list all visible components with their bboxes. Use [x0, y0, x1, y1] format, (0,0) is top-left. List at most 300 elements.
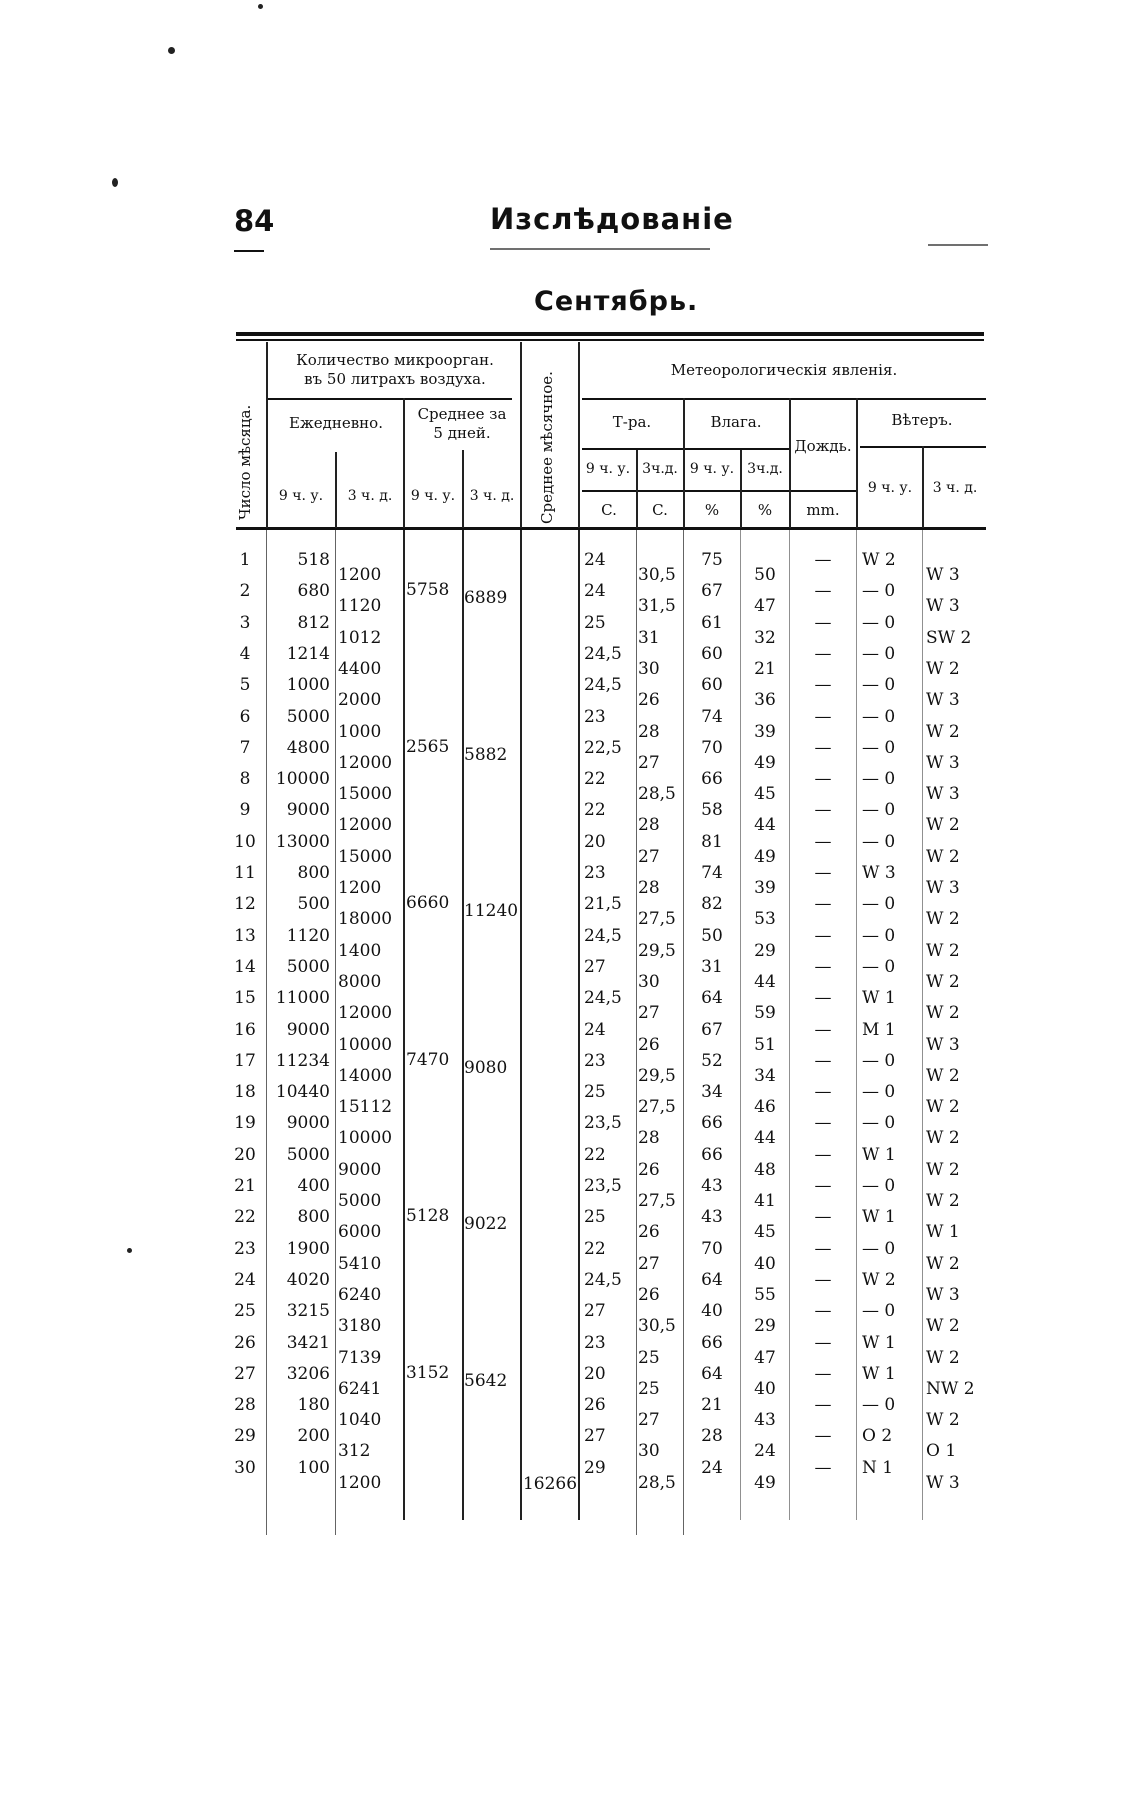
wind-3pm: W 3	[926, 565, 960, 585]
wind-9am: — 0	[862, 1113, 896, 1134]
humidity-9am: 64	[701, 1363, 723, 1384]
margin-speck	[112, 178, 118, 187]
header-rain: Дождь.	[794, 437, 852, 455]
microbes-9am: 1000	[286, 675, 330, 696]
rain-value: —	[814, 769, 832, 790]
humidity-9am: 66	[701, 769, 723, 790]
header-unit-temp-3pm: C.	[652, 501, 668, 519]
day-number: 14	[234, 956, 256, 977]
body-column-rule	[789, 530, 790, 1520]
rain-value: —	[814, 1207, 832, 1228]
rain-value: —	[814, 706, 832, 727]
microbes-3pm: 4400	[338, 658, 382, 679]
wind-9am: W 1	[862, 1332, 896, 1353]
day-number: 6	[239, 706, 251, 727]
day-number: 29	[234, 1426, 256, 1447]
margin-speck	[258, 4, 263, 9]
wind-3pm: W 2	[926, 846, 960, 867]
rain-value: —	[814, 800, 832, 821]
humidity-9am: 61	[701, 612, 723, 633]
temp-9am: 26	[584, 1395, 606, 1416]
temp-3pm: 27	[638, 846, 660, 867]
temp-3pm: 30	[638, 1441, 660, 1462]
humidity-3pm: 48	[754, 1159, 776, 1180]
day-number: 10	[234, 831, 256, 852]
temp-3pm: 29,5	[638, 1065, 676, 1086]
wind-9am: — 0	[862, 1176, 896, 1196]
day-number: 17	[234, 1050, 256, 1071]
microbes-9am: 4800	[286, 737, 330, 758]
microbes-3pm: 6000	[338, 1222, 382, 1243]
wind-9am: W 1	[862, 1207, 896, 1228]
temp-3pm: 30	[638, 658, 660, 679]
header-monthly-avg: Среднее мѣсячное.	[538, 371, 556, 524]
temp-9am: 20	[584, 1363, 606, 1384]
day-number: 24	[234, 1269, 256, 1290]
wind-3pm: W 2	[926, 971, 960, 992]
temp-3pm: 28	[638, 815, 660, 836]
wind-9am: N 1	[862, 1457, 894, 1478]
header-daily-3pm: 3 ч. д.	[347, 488, 393, 504]
header-temp-9am: 9 ч. у.	[585, 461, 631, 477]
microbes-9am: 11000	[275, 988, 330, 1009]
body-column-rule	[335, 530, 336, 1535]
header-rule	[582, 448, 789, 450]
microbes-9am: 10000	[275, 769, 330, 790]
humidity-3pm: 47	[754, 1347, 776, 1368]
temp-3pm: 27,5	[638, 1097, 676, 1118]
day-number: 18	[234, 1082, 256, 1103]
microbes-3pm: 9000	[338, 1159, 382, 1180]
temp-3pm: 26	[638, 1222, 660, 1243]
rain-value: —	[814, 831, 832, 852]
day-number: 27	[234, 1363, 256, 1384]
microbes-3pm: 1200	[338, 878, 382, 898]
temp-3pm: 27,5	[638, 1191, 676, 1211]
wind-9am: — 0	[862, 706, 896, 727]
wind-9am: W 2	[862, 550, 896, 570]
temp-3pm: 28	[638, 721, 660, 742]
temp-9am: 22	[584, 800, 606, 821]
header-wind: Вѣтеръ.	[891, 411, 953, 429]
day-number: 7	[239, 737, 251, 758]
wind-3pm: W 3	[926, 878, 960, 898]
wind-9am: — 0	[862, 581, 896, 602]
day-number: 26	[234, 1332, 256, 1353]
header-rule	[490, 248, 710, 250]
wind-9am: — 0	[862, 831, 896, 852]
humidity-9am: 75	[701, 550, 723, 570]
header-5day-3pm: 3 ч. д.	[469, 488, 515, 504]
page-number: 84	[234, 204, 275, 238]
header-daily: Ежедневно.	[289, 414, 383, 432]
header-rule	[582, 490, 789, 492]
humidity-3pm: 47	[754, 596, 776, 617]
rain-value: —	[814, 643, 832, 664]
humidity-9am: 81	[701, 831, 723, 852]
microbes-3pm: 12000	[338, 752, 393, 773]
header-unit-rain: mm.	[806, 501, 840, 519]
wind-3pm: O 1	[926, 1441, 957, 1462]
temp-9am: 23	[584, 1332, 606, 1353]
five-day-avg-9am: 7470	[406, 1049, 450, 1070]
header-rule	[268, 398, 512, 400]
table-top-rule	[236, 332, 984, 336]
wind-9am: W 3	[862, 863, 896, 883]
wind-3pm: W 2	[926, 1316, 960, 1337]
humidity-9am: 52	[701, 1050, 723, 1071]
body-column-rule	[683, 530, 684, 1535]
temp-3pm: 27	[638, 1253, 660, 1274]
microbes-3pm: 10000	[338, 1128, 393, 1149]
wind-3pm: W 3	[926, 1472, 960, 1493]
body-column-rule	[856, 530, 857, 1520]
temp-9am: 24,5	[584, 643, 622, 664]
humidity-9am: 67	[701, 581, 723, 602]
humidity-3pm: 51	[754, 1034, 776, 1055]
humidity-3pm: 34	[754, 1065, 776, 1086]
rain-value: —	[814, 1082, 832, 1103]
header-unit-temp-9am: C.	[601, 501, 617, 519]
five-day-avg-3pm: 5642	[464, 1370, 508, 1391]
day-number: 19	[234, 1113, 256, 1134]
header-meteorological: Метеорологическiя явленiя.	[670, 361, 898, 379]
body-column-rule	[636, 530, 637, 1535]
wind-9am: — 0	[862, 1395, 896, 1416]
wind-3pm: W 2	[926, 1128, 960, 1149]
day-number: 30	[234, 1457, 256, 1478]
microbes-9am: 13000	[275, 831, 330, 852]
running-head: Изслѣдованiе	[490, 202, 734, 236]
temp-9am: 22	[584, 1144, 606, 1165]
microbes-3pm: 12000	[338, 1003, 393, 1024]
wind-3pm: W 3	[926, 1284, 960, 1305]
five-day-avg-9am: 2565	[406, 736, 450, 757]
header-rule	[234, 250, 264, 252]
month-title: Сентябрь.	[534, 286, 699, 317]
wind-3pm: W 2	[926, 815, 960, 836]
microbes-3pm: 6240	[338, 1284, 382, 1305]
microbes-3pm: 15000	[338, 846, 393, 867]
wind-9am: — 0	[862, 769, 896, 790]
rain-value: —	[814, 550, 832, 570]
temp-3pm: 27	[638, 1410, 660, 1431]
wind-3pm: W 2	[926, 1159, 960, 1180]
rain-value: —	[814, 1113, 832, 1134]
wind-3pm: NW 2	[926, 1378, 975, 1399]
microbes-3pm: 14000	[338, 1065, 393, 1086]
temp-3pm: 30,5	[638, 1316, 676, 1337]
humidity-3pm: 43	[754, 1410, 776, 1431]
microbes-3pm: 1012	[338, 627, 382, 648]
humidity-3pm: 49	[754, 846, 776, 867]
wind-3pm: W 2	[926, 1097, 960, 1118]
rain-value: —	[814, 1363, 832, 1384]
microbes-3pm: 3180	[338, 1316, 382, 1337]
humidity-9am: 40	[701, 1301, 723, 1322]
temp-9am: 24	[584, 581, 606, 602]
temp-9am: 25	[584, 612, 606, 633]
microbes-9am: 1900	[286, 1238, 330, 1259]
body-column-rule	[266, 530, 267, 1535]
day-number: 11	[234, 863, 256, 883]
temp-9am: 22	[584, 769, 606, 790]
humidity-3pm: 40	[754, 1378, 776, 1399]
temp-9am: 22,5	[584, 737, 622, 758]
header-5day-avg-line2: 5 дней.	[433, 424, 491, 442]
day-number: 23	[234, 1238, 256, 1259]
humidity-9am: 28	[701, 1426, 723, 1447]
wind-3pm: W 2	[926, 1065, 960, 1086]
humidity-3pm: 21	[754, 658, 776, 679]
microbes-9am: 812	[297, 612, 330, 633]
rain-value: —	[814, 988, 832, 1009]
wind-3pm: W 3	[926, 690, 960, 711]
rain-value: —	[814, 1269, 832, 1290]
microbes-3pm: 6241	[338, 1378, 382, 1399]
temp-9am: 24,5	[584, 988, 622, 1009]
header-humidity: Влага.	[710, 413, 762, 431]
humidity-9am: 60	[701, 675, 723, 696]
body-column-rule	[578, 530, 580, 1520]
rain-value: —	[814, 581, 832, 602]
header-daily-9am: 9 ч. у.	[278, 488, 324, 504]
microbes-9am: 1214	[286, 643, 330, 664]
microbes-9am: 3206	[286, 1363, 330, 1384]
wind-3pm: W 2	[926, 1347, 960, 1368]
day-number: 9	[239, 800, 251, 821]
wind-9am: — 0	[862, 1301, 896, 1322]
temp-3pm: 31	[638, 627, 660, 648]
microbes-9am: 518	[297, 550, 330, 570]
rain-value: —	[814, 1457, 832, 1478]
temp-9am: 27	[584, 1301, 606, 1322]
rain-value: —	[814, 894, 832, 915]
humidity-3pm: 53	[754, 909, 776, 930]
rain-value: —	[814, 1144, 832, 1165]
wind-9am: — 0	[862, 612, 896, 633]
temp-9am: 23,5	[584, 1176, 622, 1196]
microbes-3pm: 7139	[338, 1347, 382, 1368]
header-humidity-9am: 9 ч. у.	[689, 461, 735, 477]
humidity-9am: 21	[701, 1395, 723, 1416]
wind-3pm: W 3	[926, 596, 960, 617]
temp-3pm: 27	[638, 752, 660, 773]
microbes-3pm: 1400	[338, 940, 382, 961]
temp-9am: 20	[584, 831, 606, 852]
five-day-avg-9am: 3152	[406, 1362, 450, 1383]
wind-3pm: W 1	[926, 1222, 960, 1243]
day-number: 8	[239, 769, 251, 790]
five-day-avg-9am: 6660	[406, 893, 450, 913]
day-number: 1	[239, 550, 251, 570]
temp-9am: 24	[584, 1019, 606, 1040]
microbes-3pm: 312	[338, 1441, 371, 1462]
day-number: 2	[239, 581, 251, 602]
humidity-9am: 58	[701, 800, 723, 821]
five-day-avg-9am: 5128	[406, 1206, 450, 1226]
humidity-3pm: 45	[754, 784, 776, 805]
body-column-rule	[740, 530, 741, 1520]
microbes-3pm: 8000	[338, 971, 382, 992]
day-number: 28	[234, 1395, 256, 1416]
microbes-3pm: 5000	[338, 1191, 382, 1211]
wind-9am: — 0	[862, 894, 896, 915]
header-temperature: Т-ра.	[612, 413, 652, 431]
rain-value: —	[814, 1301, 832, 1322]
rain-value: —	[814, 612, 832, 633]
microbes-9am: 9000	[286, 1019, 330, 1040]
temp-9am: 24,5	[584, 675, 622, 696]
microbes-3pm: 12000	[338, 815, 393, 836]
wind-9am: W 1	[862, 1144, 896, 1165]
header-bottom-rule	[236, 527, 986, 530]
temp-9am: 24	[584, 550, 606, 570]
microbes-9am: 100	[297, 1457, 330, 1478]
humidity-9am: 60	[701, 643, 723, 664]
temp-3pm: 28	[638, 1128, 660, 1149]
body-column-rule	[922, 530, 923, 1520]
microbes-9am: 10440	[275, 1082, 330, 1103]
header-rule	[582, 398, 986, 400]
wind-9am: — 0	[862, 1050, 896, 1071]
header-rule	[790, 490, 856, 492]
day-number: 20	[234, 1144, 256, 1165]
rain-value: —	[814, 1050, 832, 1071]
header-wind-9am: 9 ч. у.	[867, 480, 913, 496]
wind-9am: — 0	[862, 737, 896, 758]
body-column-rule	[520, 530, 522, 1520]
wind-3pm: W 2	[926, 658, 960, 679]
microbes-3pm: 1040	[338, 1410, 382, 1431]
wind-9am: W 2	[862, 1269, 896, 1290]
microbes-3pm: 1120	[338, 596, 382, 617]
temp-9am: 27	[584, 956, 606, 977]
humidity-9am: 66	[701, 1113, 723, 1134]
temp-3pm: 28	[638, 878, 660, 898]
humidity-9am: 43	[701, 1176, 723, 1196]
wind-3pm: W 2	[926, 1191, 960, 1211]
temp-3pm: 27,5	[638, 909, 676, 930]
rain-value: —	[814, 675, 832, 696]
temp-3pm: 30,5	[638, 565, 676, 585]
wind-9am: — 0	[862, 675, 896, 696]
microbes-9am: 180	[297, 1395, 330, 1416]
table-top-rule-thin	[236, 339, 984, 341]
wind-9am: M 1	[862, 1019, 896, 1040]
wind-3pm: W 2	[926, 940, 960, 961]
header-5day-9am: 9 ч. у.	[410, 488, 456, 504]
temp-3pm: 25	[638, 1378, 660, 1399]
header-unit-humidity-9am: %	[704, 501, 720, 519]
humidity-9am: 82	[701, 894, 723, 915]
microbes-9am: 1120	[286, 925, 330, 946]
five-day-avg-3pm: 9080	[464, 1057, 508, 1078]
day-number: 4	[239, 643, 251, 664]
humidity-3pm: 24	[754, 1441, 776, 1462]
margin-speck	[168, 47, 175, 54]
header-wind-3pm: 3 ч. д.	[932, 480, 978, 496]
rain-value: —	[814, 1332, 832, 1353]
microbes-3pm: 5410	[338, 1253, 382, 1274]
temp-3pm: 31,5	[638, 596, 676, 617]
wind-9am: — 0	[862, 956, 896, 977]
monthly-average: 16266	[522, 1473, 578, 1494]
microbes-9am: 800	[297, 1207, 330, 1228]
microbes-9am: 3421	[286, 1332, 330, 1353]
wind-3pm: W 2	[926, 1253, 960, 1274]
humidity-3pm: 39	[754, 721, 776, 742]
five-day-avg-3pm: 11240	[464, 901, 519, 921]
microbes-9am: 5000	[286, 956, 330, 977]
temp-9am: 23,5	[584, 1113, 622, 1134]
header-day-of-month: Число мѣсяца.	[236, 404, 254, 520]
microbes-3pm: 1000	[338, 721, 382, 742]
humidity-3pm: 29	[754, 940, 776, 961]
microbes-9am: 3215	[286, 1301, 330, 1322]
temp-9am: 25	[584, 1207, 606, 1228]
humidity-9am: 74	[701, 863, 723, 883]
microbes-3pm: 1200	[338, 565, 382, 585]
humidity-3pm: 49	[754, 1472, 776, 1493]
rain-value: —	[814, 737, 832, 758]
microbes-3pm: 15000	[338, 784, 393, 805]
microbes-3pm: 10000	[338, 1034, 393, 1055]
wind-3pm: W 2	[926, 1003, 960, 1024]
microbes-9am: 9000	[286, 800, 330, 821]
temp-9am: 24,5	[584, 925, 622, 946]
temp-9am: 22	[584, 1238, 606, 1259]
humidity-9am: 34	[701, 1082, 723, 1103]
day-number: 13	[234, 925, 256, 946]
header-humidity-3pm: 3ч.д.	[747, 461, 783, 477]
wind-9am: — 0	[862, 643, 896, 664]
microbes-9am: 5000	[286, 1144, 330, 1165]
humidity-3pm: 50	[754, 565, 776, 585]
temp-3pm: 25	[638, 1347, 660, 1368]
humidity-3pm: 44	[754, 971, 776, 992]
day-number: 15	[234, 988, 256, 1009]
microbes-9am: 11234	[275, 1050, 330, 1071]
humidity-9am: 70	[701, 737, 723, 758]
temp-3pm: 27	[638, 1003, 660, 1024]
humidity-3pm: 55	[754, 1284, 776, 1305]
day-number: 3	[239, 612, 251, 633]
wind-9am: W 1	[862, 988, 896, 1009]
microbes-9am: 4020	[286, 1269, 330, 1290]
rain-value: —	[814, 863, 832, 883]
humidity-9am: 67	[701, 1019, 723, 1040]
humidity-9am: 50	[701, 925, 723, 946]
humidity-3pm: 32	[754, 627, 776, 648]
day-number: 12	[234, 894, 256, 915]
five-day-avg-3pm: 5882	[464, 744, 508, 765]
temp-3pm: 26	[638, 1159, 660, 1180]
humidity-9am: 66	[701, 1332, 723, 1353]
wind-3pm: W 3	[926, 752, 960, 773]
humidity-3pm: 41	[754, 1191, 776, 1211]
humidity-3pm: 44	[754, 1128, 776, 1149]
humidity-9am: 64	[701, 1269, 723, 1290]
rain-value: —	[814, 1019, 832, 1040]
day-number: 21	[234, 1176, 256, 1196]
humidity-9am: 31	[701, 956, 723, 977]
day-number: 22	[234, 1207, 256, 1228]
humidity-9am: 43	[701, 1207, 723, 1228]
temp-3pm: 29,5	[638, 940, 676, 961]
temp-3pm: 26	[638, 690, 660, 711]
day-number: 5	[239, 675, 251, 696]
